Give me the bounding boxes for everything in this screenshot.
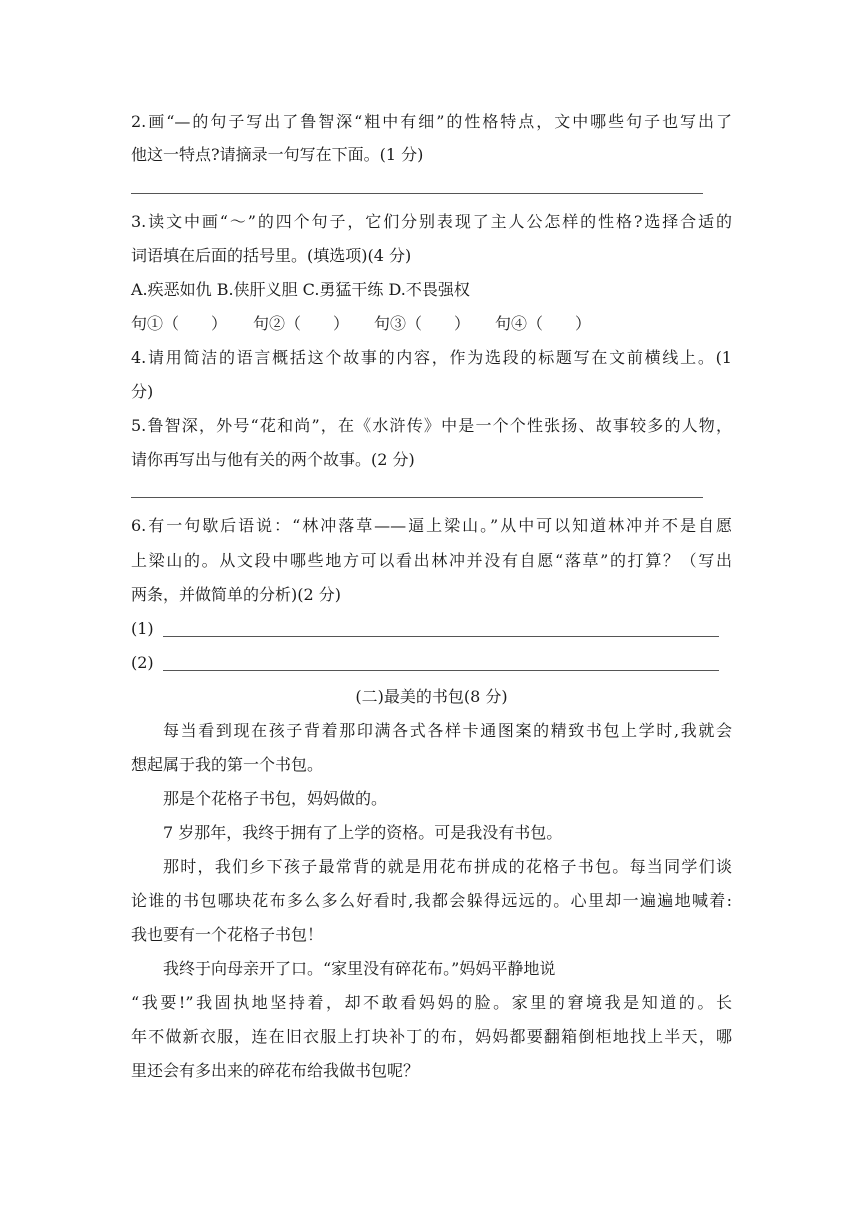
passage-p1-line-2: 想起属于我的第一个书包。 — [131, 755, 324, 774]
question-2-line-2: 他这一特点?请摘录一句写在下面。(1 分) — [131, 145, 424, 164]
question-3-line-1: 3.读文中画“～”的四个句子，它们分别表现了主人公怎样的性格?选择合适的 — [131, 212, 732, 231]
question-6-line-3: 两条，并做简单的分析)(2 分) — [131, 585, 341, 604]
passage-p4-line-1: 那时，我们乡下孩子最常背的就是用花布拼成的花格子书包。每当同学们谈 — [163, 857, 732, 876]
passage-p1-line-1: 每当看到现在孩子背着那印满各式各样卡通图案的精致书包上学时,我就会 — [163, 721, 732, 740]
sentence-1-blank[interactable]: 句①（ ） — [131, 314, 228, 333]
question-3-options: A.疾恶如仇 B.侠肝义胆 C.勇猛干练 D.不畏强权 — [131, 280, 470, 299]
answer-line-q6-2[interactable] — [163, 670, 719, 671]
answer-line-q6-1[interactable] — [163, 636, 719, 637]
passage-p4-line-2: 论谁的书包哪块花布多么多么好看时,我都会躲得远远的。心里却一遍遍地喊着: — [131, 891, 732, 910]
section-title: (二)最美的书包(8 分) — [355, 687, 508, 706]
passage-p5: 我终于向母亲开了口。“家里没有碎花布。”妈妈平静地说 — [163, 959, 556, 978]
passage-p4-line-3: 我也要有一个花格子书包！ — [131, 925, 324, 944]
question-6-line-2: 上梁山的。从文段中哪些地方可以看出林冲并没有自愿“落草”的打算？（写出 — [131, 551, 732, 570]
passage-p3: 7 岁那年，我终于拥有了上学的资格。可是我没有书包。 — [163, 823, 563, 842]
question-5-line-1: 5.鲁智深，外号“花和尚”，在《水浒传》中是一个个性张扬、故事较多的人物， — [131, 416, 732, 435]
sentence-3-blank[interactable]: 句③（ ） — [374, 314, 471, 333]
passage-p6-line-2: 年不做新衣服，连在旧衣服上打块补丁的布，妈妈都要翻箱倒柜地找上半天，哪 — [131, 1027, 732, 1046]
passage-p6-line-1: “我要!”我固执地坚持着，却不敢看妈妈的脸。家里的窘境我是知道的。长 — [131, 993, 732, 1012]
sentence-2-blank[interactable]: 句②（ ） — [253, 314, 350, 333]
answer-2-label: (2) — [131, 653, 154, 672]
question-3-line-2: 词语填在后面的括号里。(填选项)(4 分) — [131, 246, 412, 265]
passage-p6-line-3: 里还会有多出来的碎花布给我做书包呢？ — [131, 1061, 420, 1080]
passage-p2: 那是个花格子书包，妈妈做的。 — [163, 789, 388, 808]
question-4-line-2: 分) — [131, 382, 154, 401]
question-6-line-1: 6.有一句歇后语说：“林冲落草——逼上梁山。”从中可以知道林冲并不是自愿 — [131, 516, 732, 535]
answer-1-label: (1) — [131, 619, 154, 638]
question-4-line-1: 4.请用简洁的语言概括这个故事的内容，作为选段的标题写在文前横线上。(1 — [131, 348, 732, 367]
question-5-line-2: 请你再写出与他有关的两个故事。(2 分) — [131, 450, 415, 469]
answer-line-q5[interactable] — [131, 497, 703, 498]
sentence-4-blank[interactable]: 句④（ ） — [495, 314, 592, 333]
answer-line-q2[interactable] — [131, 193, 703, 194]
question-2-line-1: 2.画“—的句子写出了鲁智深“粗中有细”的性格特点，文中哪些句子也写出了 — [131, 112, 732, 131]
